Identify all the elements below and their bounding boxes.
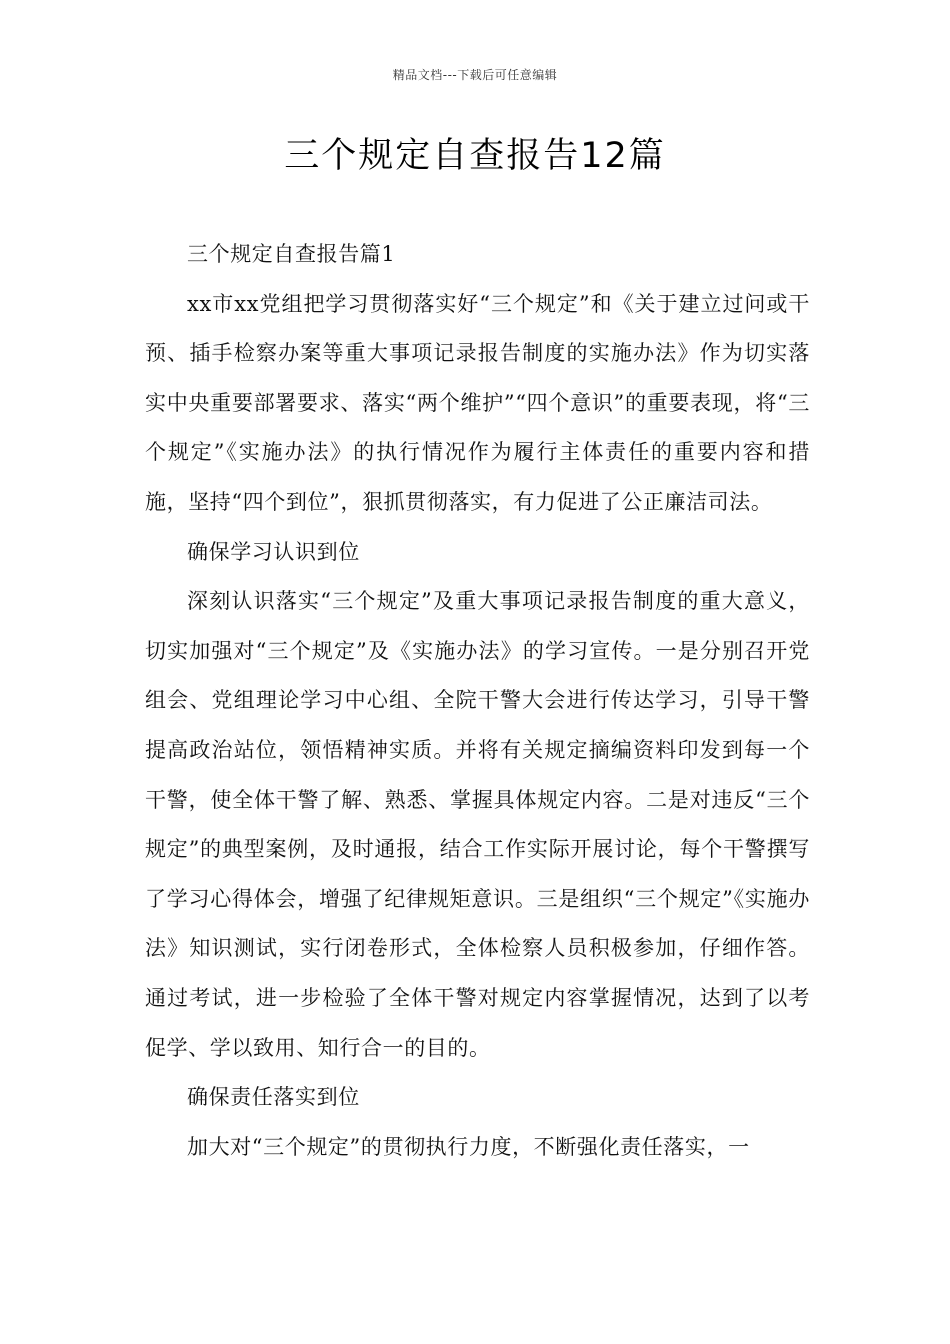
document-body bbox=[145, 230, 810, 1172]
body-paragraph: xx市xx党组把学习贯彻落实好“三个规定”和《关于建立过问或干预、插手检察办案等重大事项记录报告制度的实施办法》作为切实落实中央重要部署要求、落实“两个维护”“四个意识”的重要表现，将“三个规定”《实施办法》的执行情况作为履行主体责任的重要内容和措施，坚持“四个到位”，狠抓贯彻落实，有力促进了公正廉洁司法。 bbox=[145, 291, 810, 514]
body-paragraph: 深刻认识落实“三个规定”及重大事项记录报告制度的重大意义，切实加强对“三个规定”及《实施办法》的学习宣传。一是分别召开党组会、党组理论学习中心组、全院干警大会进行传达学习，引导干警提高政治站位，领悟精神实质。并将有关规定摘编资料印发到每一个干警，使全体干警了解、熟悉、掌握具体规定内容。二是对违反“三个规定”的典型案例，及时通报，结合工作实际开展讨论，每个干警撰写了学习心得体会，增强了纪律规矩意识。三是组织“三个规定”《实施办法》知识测试，实行闭卷形式，全体检察人员积极参加，仔细作答。通过考试，进一步检验了全体干警对规定内容掌握情况，达到了以考促学、学以致用、知行合一的目的。 bbox=[145, 589, 810, 1060]
section-heading: 三个规定自查报告篇1 bbox=[187, 242, 396, 266]
section-heading: 确保责任落实到位 bbox=[187, 1085, 360, 1110]
header-note: 精品文档---下载后可任意编辑 bbox=[392, 68, 558, 82]
section-heading: 确保学习认识到位 bbox=[187, 539, 360, 564]
body-paragraph: 加大对“三个规定”的贯彻执行力度，不断强化责任落实，一 bbox=[187, 1134, 750, 1159]
document-title: 三个规定自查报告12篇 bbox=[284, 136, 666, 176]
